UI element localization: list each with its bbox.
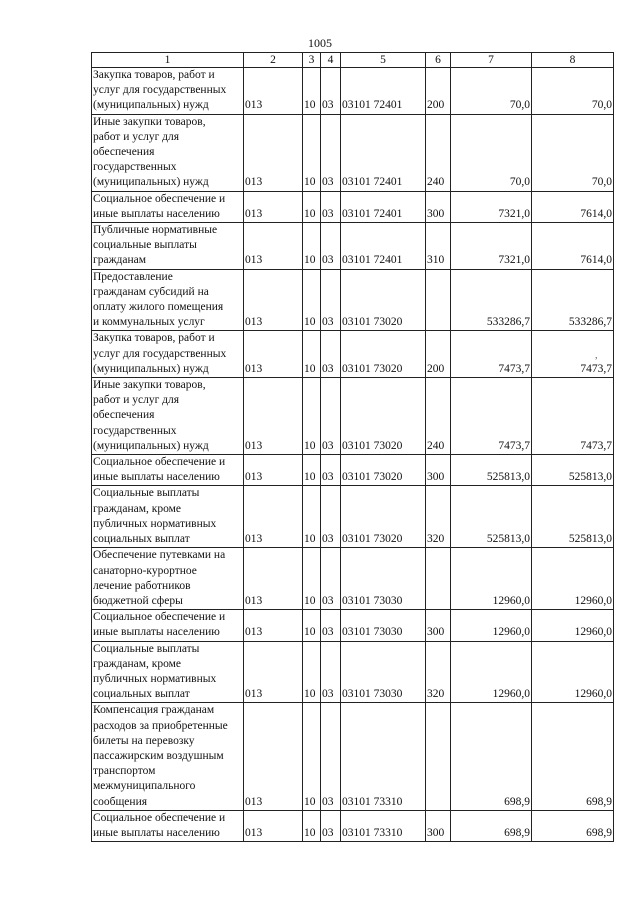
col-header-8: 8 <box>532 53 614 68</box>
col-header-3: 3 <box>303 53 321 68</box>
cell-subsection: 03 <box>321 641 341 703</box>
cell-section: 10 <box>303 68 321 115</box>
col-header-7: 7 <box>451 53 532 68</box>
item-name: Социальное обеспечение и иные выплаты населению <box>92 610 244 641</box>
cell-target-article: 03101 72401 <box>341 114 426 191</box>
table-row <box>92 548 614 610</box>
cell-amount-year1: 7473,7 <box>451 331 532 378</box>
item-name: Социальное обеспечение и иные выплаты населению <box>92 810 244 841</box>
cell-amount-year1: 70,0 <box>451 114 532 191</box>
cell-amount-year1: 70,0 <box>451 68 532 115</box>
cell-subsection: 03 <box>321 610 341 641</box>
table-row <box>92 223 614 270</box>
cell-section: 10 <box>303 486 321 548</box>
cell-section: 10 <box>303 703 321 810</box>
cell-amount-year2: 698,9 <box>532 703 614 810</box>
cell-expense-type: 200 <box>426 68 451 115</box>
cell-amount-year2: 698,9 <box>532 810 614 841</box>
header-row <box>92 53 614 68</box>
cell-ministry-code: 013 <box>244 114 303 191</box>
cell-section: 10 <box>303 378 321 455</box>
table-row <box>92 378 614 455</box>
item-name: Иные закупки товаров, работ и услуг для обеспечения государственных (муниципальных) нужд <box>92 114 244 191</box>
cell-subsection: 03 <box>321 548 341 610</box>
table-row <box>92 455 614 486</box>
col-header-2: 2 <box>244 53 303 68</box>
cell-ministry-code: 013 <box>244 810 303 841</box>
cell-target-article: 03101 73030 <box>341 548 426 610</box>
cell-expense-type <box>426 269 451 331</box>
cell-subsection: 03 <box>321 810 341 841</box>
cell-amount-year2: 7614,0 <box>532 223 614 270</box>
cell-amount-year1: 7321,0 <box>451 223 532 270</box>
cell-target-article: 03101 72401 <box>341 223 426 270</box>
item-name: Социальные выплаты гражданам, кроме публичных нормативных социальных выплат <box>92 641 244 703</box>
item-name: Предоставление гражданам субсидий на оплату жилого помещения и коммунальных услуг <box>92 269 244 331</box>
cell-amount-year1: 12960,0 <box>451 610 532 641</box>
cell-section: 10 <box>303 331 321 378</box>
item-name: Иные закупки товаров, работ и услуг для обеспечения государственных (муниципальных) нужд <box>92 378 244 455</box>
table-row <box>92 641 614 703</box>
table-row <box>92 610 614 641</box>
cell-expense-type: 300 <box>426 610 451 641</box>
cell-subsection: 03 <box>321 703 341 810</box>
cell-target-article: 03101 73310 <box>341 810 426 841</box>
cell-subsection: 03 <box>321 455 341 486</box>
cell-section: 10 <box>303 810 321 841</box>
cell-amount-year2: 7473,7 <box>532 331 614 378</box>
cell-subsection: 03 <box>321 223 341 270</box>
cell-amount-year2: 12960,0 <box>532 610 614 641</box>
cell-amount-year2: 525813,0 <box>532 455 614 486</box>
cell-amount-year2: 12960,0 <box>532 548 614 610</box>
col-header-4: 4 <box>321 53 341 68</box>
cell-target-article: 03101 73020 <box>341 331 426 378</box>
budget-table <box>91 52 614 842</box>
cell-section: 10 <box>303 641 321 703</box>
cell-expense-type: 300 <box>426 810 451 841</box>
cell-amount-year1: 698,9 <box>451 703 532 810</box>
cell-ministry-code: 013 <box>244 610 303 641</box>
cell-amount-year2: 12960,0 <box>532 641 614 703</box>
cell-ministry-code: 013 <box>244 548 303 610</box>
cell-expense-type <box>426 548 451 610</box>
cell-target-article: 03101 72401 <box>341 68 426 115</box>
cell-expense-type: 310 <box>426 223 451 270</box>
cell-amount-year2: 7473,7 <box>532 378 614 455</box>
table-row <box>92 114 614 191</box>
table-row <box>92 703 614 810</box>
cell-section: 10 <box>303 455 321 486</box>
cell-subsection: 03 <box>321 114 341 191</box>
cell-subsection: 03 <box>321 486 341 548</box>
cell-target-article: 03101 73020 <box>341 455 426 486</box>
item-name: Публичные нормативные социальные выплаты гражданам <box>92 223 244 270</box>
cell-section: 10 <box>303 269 321 331</box>
cell-subsection: 03 <box>321 68 341 115</box>
cell-section: 10 <box>303 191 321 222</box>
table-row <box>92 68 614 115</box>
col-header-6: 6 <box>426 53 451 68</box>
cell-subsection: 03 <box>321 191 341 222</box>
cell-section: 10 <box>303 548 321 610</box>
col-header-1: 1 <box>92 53 244 68</box>
cell-section: 10 <box>303 114 321 191</box>
cell-expense-type: 320 <box>426 486 451 548</box>
item-name: Закупка товаров, работ и услуг для государственных (муниципальных) нужд <box>92 331 244 378</box>
cell-ministry-code: 013 <box>244 378 303 455</box>
cell-expense-type: 300 <box>426 191 451 222</box>
cell-target-article: 03101 73020 <box>341 269 426 331</box>
cell-expense-type: 240 <box>426 378 451 455</box>
item-name: Социальные выплаты гражданам, кроме публичных нормативных социальных выплат <box>92 486 244 548</box>
item-name: Компенсация гражданам расходов за приобретенные билеты на перевозку пассажирским воздушным транспортом межмуниципального сообщения <box>92 703 244 810</box>
cell-ministry-code: 013 <box>244 641 303 703</box>
cell-target-article: 03101 73030 <box>341 641 426 703</box>
cell-amount-year1: 698,9 <box>451 810 532 841</box>
col-header-5: 5 <box>341 53 426 68</box>
cell-target-article: 03101 73020 <box>341 486 426 548</box>
item-name: Закупка товаров, работ и услуг для государственных (муниципальных) нужд <box>92 68 244 115</box>
cell-subsection: 03 <box>321 331 341 378</box>
cell-section: 10 <box>303 610 321 641</box>
cell-amount-year1: 525813,0 <box>451 486 532 548</box>
cell-amount-year2: 70,0 <box>532 68 614 115</box>
cell-amount-year1: 533286,7 <box>451 269 532 331</box>
cell-amount-year1: 525813,0 <box>451 455 532 486</box>
scan-mark: , <box>595 350 598 361</box>
cell-section: 10 <box>303 223 321 270</box>
cell-amount-year2: 7614,0 <box>532 191 614 222</box>
cell-ministry-code: 013 <box>244 331 303 378</box>
cell-target-article: 03101 73030 <box>341 610 426 641</box>
cell-ministry-code: 013 <box>244 455 303 486</box>
page-number: 1005 <box>308 36 332 50</box>
cell-ministry-code: 013 <box>244 486 303 548</box>
table-row <box>92 269 614 331</box>
table-row <box>92 331 614 378</box>
cell-expense-type <box>426 703 451 810</box>
cell-amount-year2: 525813,0 <box>532 486 614 548</box>
cell-target-article: 03101 73310 <box>341 703 426 810</box>
item-name: Социальное обеспечение и иные выплаты населению <box>92 191 244 222</box>
cell-target-article: 03101 73020 <box>341 378 426 455</box>
cell-amount-year2: 533286,7 <box>532 269 614 331</box>
cell-ministry-code: 013 <box>244 223 303 270</box>
cell-subsection: 03 <box>321 269 341 331</box>
cell-ministry-code: 013 <box>244 68 303 115</box>
table-row <box>92 191 614 222</box>
item-name: Обеспечение путевками на санаторно-курортное лечение работников бюджетной сферы <box>92 548 244 610</box>
cell-expense-type: 320 <box>426 641 451 703</box>
cell-expense-type: 300 <box>426 455 451 486</box>
cell-target-article: 03101 72401 <box>341 191 426 222</box>
item-name: Социальное обеспечение и иные выплаты населению <box>92 455 244 486</box>
cell-ministry-code: 013 <box>244 191 303 222</box>
cell-amount-year1: 12960,0 <box>451 548 532 610</box>
cell-amount-year1: 12960,0 <box>451 641 532 703</box>
table-row <box>92 810 614 841</box>
cell-amount-year1: 7321,0 <box>451 191 532 222</box>
cell-ministry-code: 013 <box>244 703 303 810</box>
cell-expense-type: 200 <box>426 331 451 378</box>
cell-expense-type: 240 <box>426 114 451 191</box>
cell-amount-year2: 70,0 <box>532 114 614 191</box>
cell-amount-year1: 7473,7 <box>451 378 532 455</box>
cell-subsection: 03 <box>321 378 341 455</box>
cell-ministry-code: 013 <box>244 269 303 331</box>
table-row <box>92 486 614 548</box>
